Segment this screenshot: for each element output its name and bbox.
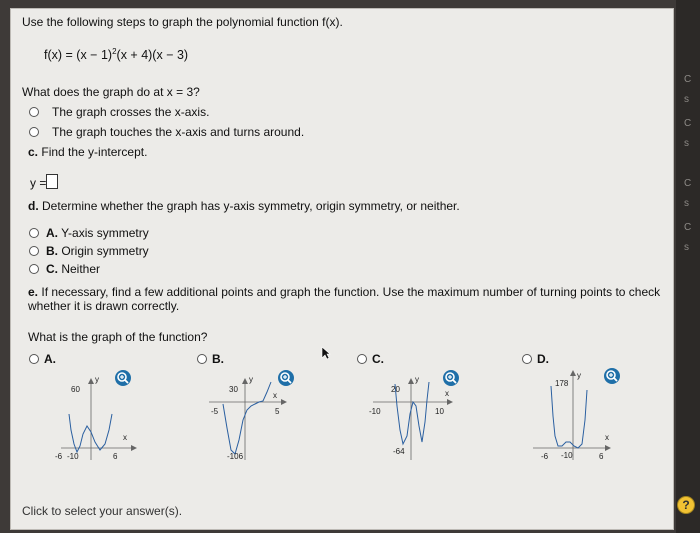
symmetry-option-c-radio[interactable] bbox=[29, 264, 39, 274]
x-max-label: 6 bbox=[599, 452, 604, 461]
y-min-label: -10 bbox=[67, 452, 79, 461]
graph-option-a-thumbnail[interactable] bbox=[55, 370, 145, 470]
y-axis-arrow bbox=[408, 378, 414, 384]
x3-option-2-label[interactable]: The graph touches the x-axis and turns around. bbox=[52, 125, 305, 139]
x-max-label: 6 bbox=[113, 452, 118, 461]
x3-question: What does the graph do at x = 3? bbox=[22, 85, 200, 99]
function-suffix: (x + 4)(x − 3) bbox=[116, 48, 189, 62]
x-label: x bbox=[273, 391, 277, 400]
edge-glyph: C bbox=[684, 74, 692, 85]
x-axis-arrow bbox=[131, 445, 137, 451]
edge-glyph: s bbox=[684, 94, 689, 105]
x-max-label: 5 bbox=[275, 407, 280, 416]
option-text: Neither bbox=[61, 262, 101, 276]
function-equation bbox=[44, 45, 188, 62]
part-e-label: e. bbox=[28, 285, 39, 299]
graph-option-b-thumbnail[interactable] bbox=[205, 370, 295, 470]
symmetry-option-a[interactable] bbox=[46, 226, 149, 240]
option-letter: C. bbox=[46, 262, 58, 276]
graph-option-a-radio[interactable] bbox=[29, 354, 39, 364]
graph-option-c-letter[interactable]: C. bbox=[372, 352, 384, 366]
edge-glyph: C bbox=[684, 222, 692, 233]
graph-option-a-letter[interactable]: A. bbox=[44, 352, 56, 366]
graph-option-d-letter[interactable]: D. bbox=[537, 352, 549, 366]
x-min-label: -10 bbox=[369, 407, 381, 416]
graph-option-d-radio[interactable] bbox=[522, 354, 532, 364]
function-prefix: f(x) = (x − 1) bbox=[44, 48, 113, 62]
y-intercept-input[interactable] bbox=[46, 174, 58, 189]
y-max-label: 30 bbox=[229, 385, 238, 394]
function-exponent: 2 bbox=[112, 47, 117, 56]
y-axis-arrow bbox=[88, 378, 94, 384]
y-max-label: 178 bbox=[555, 379, 569, 388]
y-label: y bbox=[577, 371, 581, 380]
part-c-heading bbox=[28, 145, 147, 159]
option-text: Origin symmetry bbox=[61, 244, 149, 258]
symmetry-option-c[interactable] bbox=[46, 262, 100, 276]
y-intercept-label: y = bbox=[30, 176, 47, 190]
x-axis-arrow bbox=[447, 399, 453, 405]
part-e-heading bbox=[28, 285, 668, 313]
x-max-label: 10 bbox=[435, 407, 444, 416]
symmetry-option-b[interactable] bbox=[46, 244, 149, 258]
y-min-label: -106 bbox=[227, 452, 244, 461]
function-curve bbox=[395, 382, 429, 444]
graph-question: What is the graph of the function? bbox=[28, 330, 208, 344]
part-e-prompt: If necessary, find a few additional points and graph the function. Use the maximum number of turning points to check whether it is drawn correctly. bbox=[28, 285, 661, 313]
y-min-label: -64 bbox=[393, 447, 405, 456]
function-curve bbox=[69, 414, 112, 452]
graph-option-b-radio[interactable] bbox=[197, 354, 207, 364]
mouse-cursor-icon bbox=[321, 346, 331, 365]
edge-glyph: C bbox=[684, 118, 692, 129]
y-axis-arrow bbox=[570, 370, 576, 376]
help-icon[interactable]: ? bbox=[677, 496, 695, 514]
edge-glyph: s bbox=[684, 242, 689, 253]
footer-hint: Click to select your answer(s). bbox=[22, 504, 183, 518]
part-d-prompt: Determine whether the graph has y-axis symmetry, origin symmetry, or neither. bbox=[42, 199, 460, 213]
edge-glyph: C bbox=[684, 178, 692, 189]
y-label: y bbox=[415, 375, 419, 384]
x3-option-1-radio[interactable] bbox=[29, 107, 39, 117]
y-min-label: -10 bbox=[561, 451, 573, 460]
x3-option-1-label[interactable]: The graph crosses the x-axis. bbox=[52, 105, 210, 119]
x-label: x bbox=[605, 433, 609, 442]
y-label: y bbox=[95, 375, 99, 384]
x-label: x bbox=[445, 389, 449, 398]
edge-glyph: s bbox=[684, 138, 689, 149]
y-max-label: 20 bbox=[391, 385, 400, 394]
option-letter: A. bbox=[46, 226, 58, 240]
part-c-prompt: Find the y-intercept. bbox=[41, 145, 148, 159]
x-min-label: -6 bbox=[55, 452, 63, 461]
function-curve bbox=[551, 386, 587, 448]
part-d-label: d. bbox=[28, 199, 39, 213]
part-c-label: c. bbox=[28, 145, 39, 159]
option-letter: B. bbox=[46, 244, 58, 258]
edge-glyph: s bbox=[684, 198, 689, 209]
x-label: x bbox=[123, 433, 127, 442]
instructions: Use the following steps to graph the polynomial function f(x). bbox=[22, 15, 343, 29]
symmetry-option-a-radio[interactable] bbox=[29, 228, 39, 238]
symmetry-option-b-radio[interactable] bbox=[29, 246, 39, 256]
graph-option-c-thumbnail[interactable] bbox=[365, 370, 465, 470]
y-max-label: 60 bbox=[71, 385, 80, 394]
graph-option-c-radio[interactable] bbox=[357, 354, 367, 364]
graph-option-b-letter[interactable]: B. bbox=[212, 352, 224, 366]
x-axis-arrow bbox=[281, 399, 287, 405]
y-label: y bbox=[249, 375, 253, 384]
x-axis-arrow bbox=[605, 445, 611, 451]
x-min-label: -5 bbox=[211, 407, 219, 416]
part-d-heading bbox=[28, 199, 460, 213]
x-min-label: -6 bbox=[541, 452, 549, 461]
y-axis-arrow bbox=[242, 378, 248, 384]
graph-option-d-thumbnail[interactable] bbox=[525, 370, 615, 470]
x3-option-2-radio[interactable] bbox=[29, 127, 39, 137]
option-text: Y-axis symmetry bbox=[61, 226, 149, 240]
